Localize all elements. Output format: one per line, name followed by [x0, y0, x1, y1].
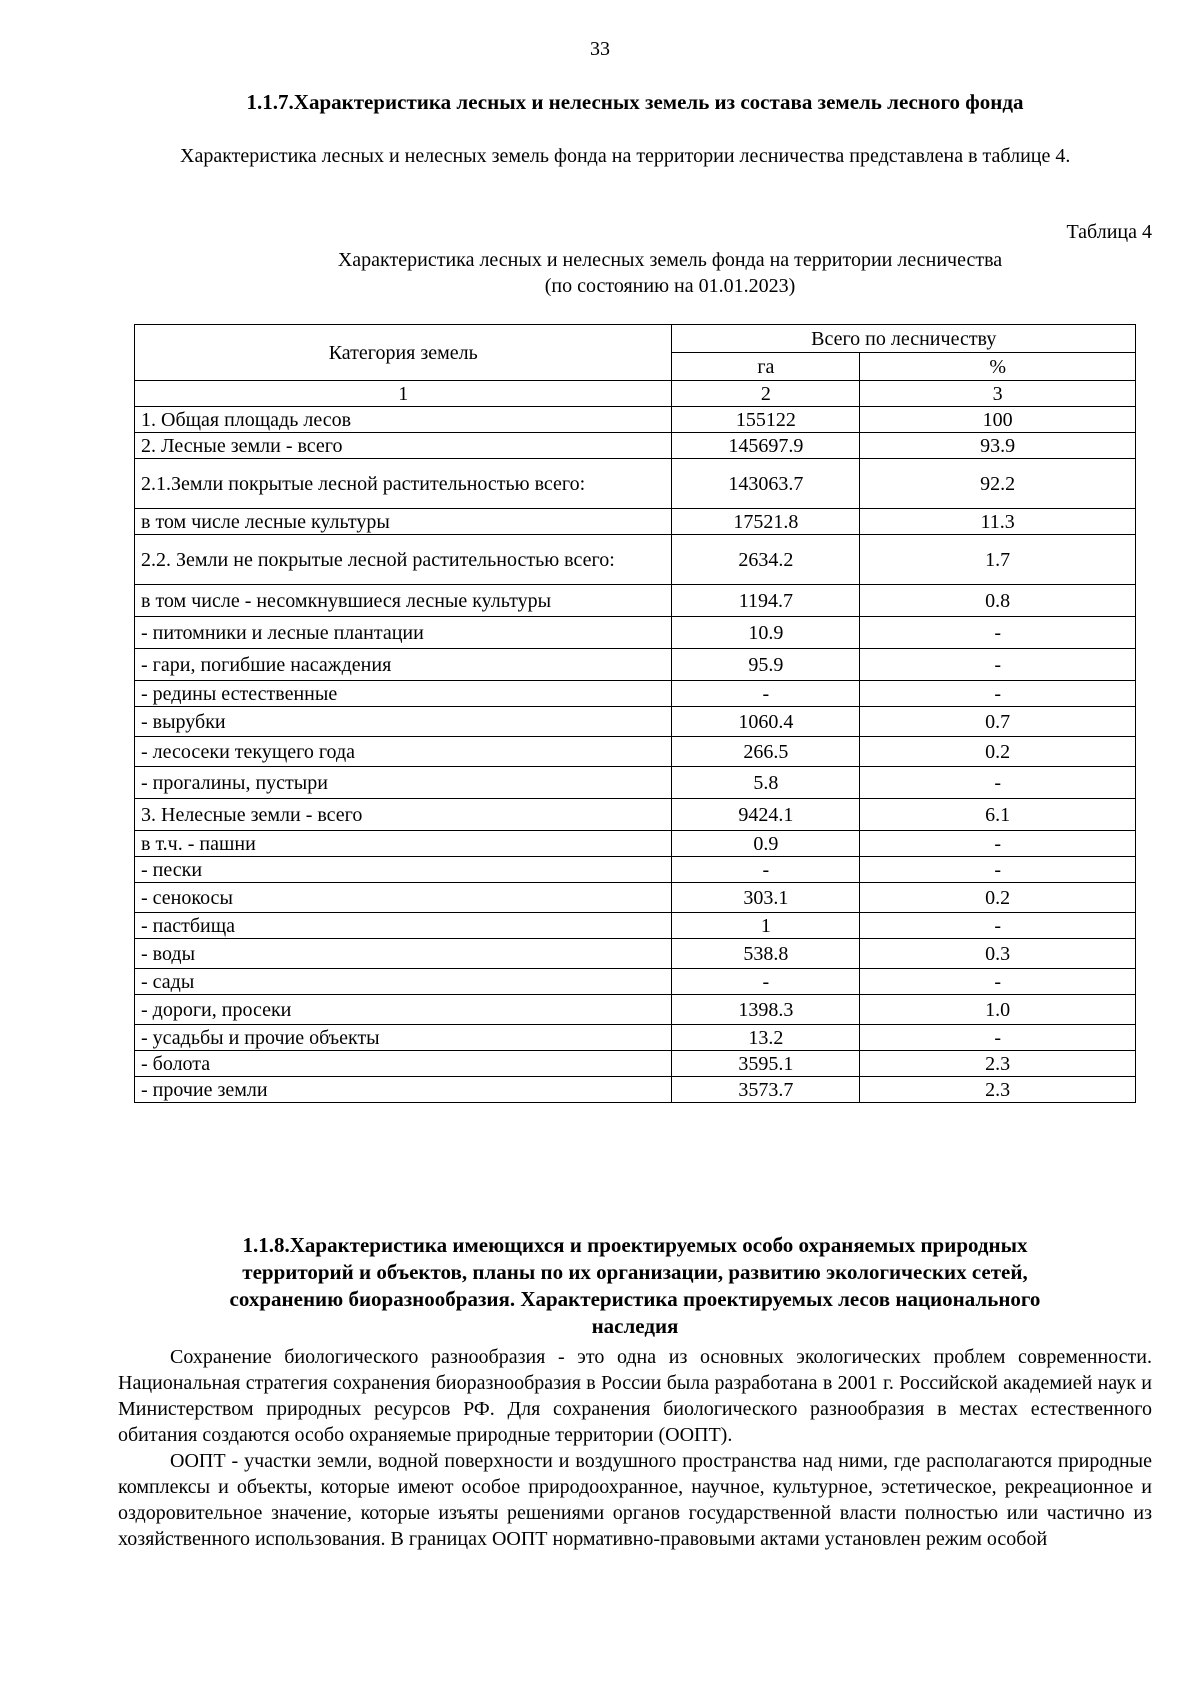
table-row — [135, 939, 1136, 969]
percent-cell: - — [860, 969, 1136, 995]
area-ha-cell: 2634.2 — [672, 535, 860, 585]
table-row — [135, 407, 1136, 433]
table-row — [135, 1077, 1136, 1103]
table-date-line: (по состоянию на 01.01.2023) — [544, 275, 796, 297]
area-ha-cell: 538.8 — [672, 939, 860, 969]
area-ha-cell: 1398.3 — [672, 995, 860, 1025]
table-row — [135, 681, 1136, 707]
area-ha-cell: 145697.9 — [672, 433, 860, 459]
table-row — [135, 857, 1136, 883]
percent-cell: 2.3 — [860, 1077, 1136, 1103]
category-cell: 3. Нелесные земли - всего — [135, 799, 672, 831]
table-title-line: Характеристика лесных и нелесных земель фонда на территории лесничества — [337, 249, 1003, 271]
percent-cell: 11.3 — [860, 509, 1136, 535]
category-cell: - болота — [135, 1051, 672, 1077]
area-ha-cell: 0.9 — [672, 831, 860, 857]
category-cell: - вырубки — [135, 707, 672, 737]
percent-cell: 6.1 — [860, 799, 1136, 831]
area-ha-cell: 143063.7 — [672, 459, 860, 509]
area-ha-cell: 5.8 — [672, 767, 860, 799]
category-cell: - редины естественные — [135, 681, 672, 707]
body-paragraph: Сохранение биологического разнообразия - это одна из основных экологических проблем современности. Национальная стратегия сохранения биоразнообразия в России была разработана в 2001 г. Российской академией наук и Министерством природных ресурсов РФ. Для сохранения биологического разнообразия в местах естественного обитания создаются особо охраняемые природные территории (ООПТ). — [118, 1346, 1152, 1446]
land-categories-table — [134, 324, 1136, 1103]
category-cell: - гари, погибшие насаждения — [135, 649, 672, 681]
percent-cell: - — [860, 1025, 1136, 1051]
percent-cell: - — [860, 913, 1136, 939]
percent-cell: 1.7 — [860, 535, 1136, 585]
percent-cell: 93.9 — [860, 433, 1136, 459]
body-paragraph: ООПТ - участки земли, водной поверхности и воздушного пространства над ними, где располагаются природные комплексы и объекты, которые имеют особое природоохранное, научное, культурное, эстетическое, рекреационное и оздоровительное значение, которые изъяты решениями органов государственной власти полностью или частично из хозяйственного использования. В границах ООПТ нормативно-правовыми актами установлен режим особой — [118, 1450, 1152, 1550]
area-ha-cell: - — [672, 857, 860, 883]
category-cell: - сады — [135, 969, 672, 995]
category-cell: - сенокосы — [135, 883, 672, 913]
area-ha-cell: 3595.1 — [672, 1051, 860, 1077]
table-row — [135, 913, 1136, 939]
table-column-numbers-row — [135, 381, 1136, 407]
intro-paragraph: Характеристика лесных и нелесных земель фонда на территории лесничества представлена в таблице 4. — [180, 145, 1071, 167]
header-percent: % — [860, 353, 1136, 381]
area-ha-cell: 17521.8 — [672, 509, 860, 535]
section-heading-1-1-8 — [140, 1232, 1130, 1340]
category-cell: - прогалины, пустыри — [135, 767, 672, 799]
table-row — [135, 459, 1136, 509]
percent-cell: 2.3 — [860, 1051, 1136, 1077]
percent-cell: - — [860, 649, 1136, 681]
area-ha-cell: 10.9 — [672, 617, 860, 649]
table-row — [135, 883, 1136, 913]
category-cell: 1. Общая площадь лесов — [135, 407, 672, 433]
table-row — [135, 969, 1136, 995]
category-cell: - воды — [135, 939, 672, 969]
header-category: Категория земель — [135, 325, 672, 381]
table-header-row — [135, 325, 1136, 353]
category-cell: 2. Лесные земли - всего — [135, 433, 672, 459]
category-cell: в том числе - несомкнувшиеся лесные культуры — [135, 585, 672, 617]
column-number: 3 — [860, 381, 1136, 407]
category-cell: 2.2. Земли не покрытые лесной растительностью всего: — [135, 535, 672, 585]
category-cell: - пески — [135, 857, 672, 883]
section-heading-1-1-7: 1.1.7.Характеристика лесных и нелесных земель из состава земель лесного фонда — [246, 90, 1024, 114]
percent-cell: 92.2 — [860, 459, 1136, 509]
area-ha-cell: 266.5 — [672, 737, 860, 767]
area-ha-cell: 1 — [672, 913, 860, 939]
table-row — [135, 799, 1136, 831]
percent-cell: - — [860, 857, 1136, 883]
table-row — [135, 433, 1136, 459]
page-number: 33 — [590, 38, 610, 60]
table-row — [135, 767, 1136, 799]
area-ha-cell: 303.1 — [672, 883, 860, 913]
category-cell: в том числе лесные культуры — [135, 509, 672, 535]
percent-cell: 0.8 — [860, 585, 1136, 617]
table-row — [135, 707, 1136, 737]
category-cell: - прочие земли — [135, 1077, 672, 1103]
table-row — [135, 649, 1136, 681]
table-row — [135, 509, 1136, 535]
table-row — [135, 1025, 1136, 1051]
area-ha-cell: 155122 — [672, 407, 860, 433]
area-ha-cell: 9424.1 — [672, 799, 860, 831]
table-row — [135, 995, 1136, 1025]
area-ha-cell: 13.2 — [672, 1025, 860, 1051]
table-row — [135, 831, 1136, 857]
percent-cell: 1.0 — [860, 995, 1136, 1025]
table-title — [200, 247, 1140, 299]
category-cell: - дороги, просеки — [135, 995, 672, 1025]
category-cell: в т.ч. - пашни — [135, 831, 672, 857]
area-ha-cell: 1194.7 — [672, 585, 860, 617]
area-ha-cell: - — [672, 969, 860, 995]
header-ha: га — [672, 353, 860, 381]
percent-cell: 0.2 — [860, 883, 1136, 913]
category-cell: 2.1.Земли покрытые лесной растительностью всего: — [135, 459, 672, 509]
category-cell: - пастбища — [135, 913, 672, 939]
percent-cell: 100 — [860, 407, 1136, 433]
percent-cell: 0.7 — [860, 707, 1136, 737]
table-row — [135, 535, 1136, 585]
percent-cell: - — [860, 617, 1136, 649]
table-row — [135, 617, 1136, 649]
column-number: 2 — [672, 381, 860, 407]
percent-cell: 0.2 — [860, 737, 1136, 767]
percent-cell: - — [860, 681, 1136, 707]
percent-cell: - — [860, 767, 1136, 799]
header-forestry-total: Всего по лесничеству — [672, 325, 1136, 353]
category-cell: - усадьбы и прочие объекты — [135, 1025, 672, 1051]
section-body — [118, 1344, 1152, 1552]
category-cell: - питомники и лесные плантации — [135, 617, 672, 649]
section-heading-line: наследия — [591, 1314, 679, 1338]
section-heading-line: 1.1.8.Характеристика имеющихся и проектируемых особо охраняемых природных — [242, 1233, 1028, 1257]
table-row — [135, 737, 1136, 767]
area-ha-cell: 3573.7 — [672, 1077, 860, 1103]
section-heading-line: территорий и объектов, планы по их организации, развитию экологических сетей, — [242, 1260, 1028, 1284]
table-number-label: Таблица 4 — [1066, 221, 1152, 243]
column-number: 1 — [135, 381, 672, 407]
category-cell: - лесосеки текущего года — [135, 737, 672, 767]
area-ha-cell: 1060.4 — [672, 707, 860, 737]
percent-cell: 0.3 — [860, 939, 1136, 969]
table-row — [135, 585, 1136, 617]
table-row — [135, 1051, 1136, 1077]
area-ha-cell: 95.9 — [672, 649, 860, 681]
section-heading-line: сохранению биоразнообразия. Характеристика проектируемых лесов национального — [229, 1287, 1041, 1311]
area-ha-cell: - — [672, 681, 860, 707]
table-body — [135, 407, 1136, 1103]
percent-cell: - — [860, 831, 1136, 857]
